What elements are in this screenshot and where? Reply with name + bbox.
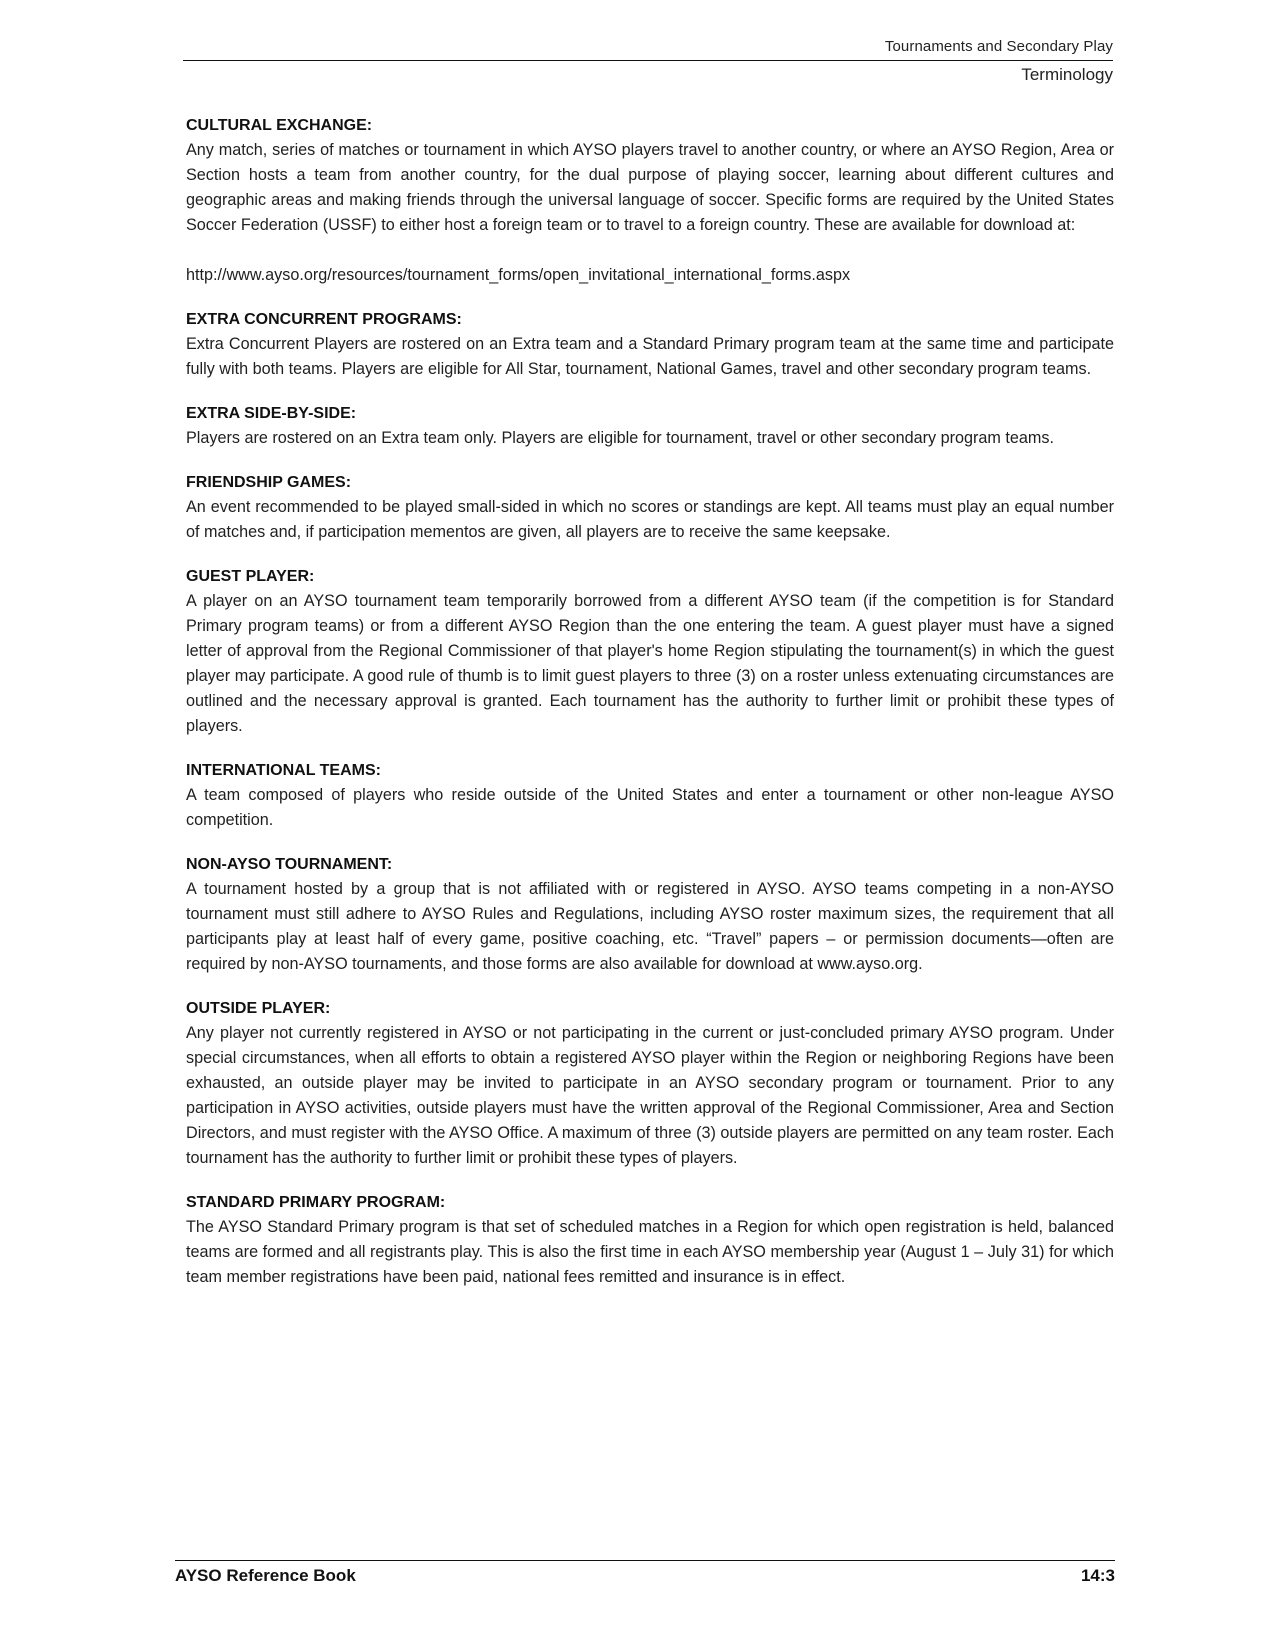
paragraph-gap bbox=[186, 238, 1114, 263]
term-heading: CULTURAL EXCHANGE: bbox=[186, 117, 373, 134]
term-definition: Players are rostered on an Extra team only. Players are eligible for tournament, travel or other secondary program teams. bbox=[186, 429, 1054, 447]
entry-non-ayso-tournament bbox=[186, 853, 1114, 977]
term-heading: INTERNATIONAL TEAMS: bbox=[186, 762, 381, 779]
entry-outside-player bbox=[186, 997, 1114, 1171]
term-definition: A player on an AYSO tournament team temporarily borrowed from a different AYSO team (if the competition is for Standard Primary program teams) or from a different AYSO Region than the one entering the team. A guest player must have a signed letter of approval from the Regional Commissioner of that player's home Region stipulating the tournament(s) in which the guest player may participate. A good rule of thumb is to limit guest players to three (3) on a roster unless extenuating circumstances are outlined and the necessary approval is granted. Each tournament has the authority to further limit or prohibit these types of players. bbox=[186, 592, 1114, 735]
footer-page-number: 14:3 bbox=[1080, 1566, 1115, 1585]
entry-guest-player bbox=[186, 565, 1114, 739]
header-divider bbox=[183, 60, 1113, 61]
term-definition: Extra Concurrent Players are rostered on an Extra team and a Standard Primary program team at the same time and participate fully with both teams. Players are eligible for All Star, tournament, National Games, travel and other secondary program teams. bbox=[186, 335, 1114, 378]
term-definition: The AYSO Standard Primary program is that set of scheduled matches in a Region for which open registration is held, balanced teams are formed and all registrants play. This is also the first time in each AYSO membership year (August 1 – July 31) for which team member registrations have been paid, national fees remitted and insurance is in effect. bbox=[186, 1218, 1114, 1286]
forms-download-link[interactable]: http://www.ayso.org/resources/tournament_forms/open_invitational_international_forms.aspx bbox=[186, 266, 851, 284]
term-heading: EXTRA CONCURRENT PROGRAMS: bbox=[186, 311, 462, 328]
term-heading: EXTRA SIDE-BY-SIDE: bbox=[186, 405, 357, 422]
term-heading: STANDARD PRIMARY PROGRAM: bbox=[186, 1194, 446, 1211]
header-chapter-title: Tournaments and Secondary Play bbox=[884, 38, 1113, 55]
term-definition: A team composed of players who reside outside of the United States and enter a tournament or other non-league AYSO competition. bbox=[186, 786, 1114, 829]
page-header bbox=[183, 36, 1113, 96]
term-heading: OUTSIDE PLAYER: bbox=[186, 1000, 331, 1017]
term-definition: Any match, series of matches or tournament in which AYSO players travel to another country, or where an AYSO Region, Area or Section hosts a team from another country, for the dual purpose of playing soccer, learning about different cultures and geographic areas and making friends through the universal language of soccer. Specific forms are required by the United States Soccer Federation (USSF) to either host a foreign team or to travel to a foreign country. These are available for download at: bbox=[186, 141, 1114, 234]
footer-divider bbox=[175, 1560, 1115, 1561]
entry-standard-primary-program bbox=[186, 1191, 1114, 1290]
entry-international-teams bbox=[186, 759, 1114, 833]
term-definition: Any player not currently registered in AYSO or not participating in the current or just-concluded primary AYSO program. Under special circumstances, when all efforts to obtain a registered AYSO player within the Region or neighboring Regions have been exhausted, an outside player may be invited to participate in an AYSO secondary program or tournament. Prior to any participation in AYSO activities, outside players must have the written approval of the Regional Commissioner, Area and Section Directors, and must register with the AYSO Office. A maximum of three (3) outside players are permitted on any team roster. Each tournament has the authority to further limit or prohibit these types of players. bbox=[186, 1024, 1114, 1167]
term-definition: A tournament hosted by a group that is not affiliated with or registered in AYSO. AYSO teams competing in a non-AYSO tournament must still adhere to AYSO Rules and Regulations, including AYSO roster maximum sizes, the requirement that all participants play at least half of every game, positive coaching, etc. “Travel” papers – or permission documents—often are required by non-AYSO tournaments, and those forms are also available for download at www.ayso.org. bbox=[186, 880, 1114, 973]
term-definition: An event recommended to be played small-sided in which no scores or standings are kept. All teams must play an equal number of matches and, if participation mementos are given, all players are to receive the same keepsake. bbox=[186, 498, 1114, 541]
entry-extra-concurrent-programs bbox=[186, 308, 1114, 382]
page-footer bbox=[175, 1560, 1115, 1600]
entry-friendship-games bbox=[186, 471, 1114, 545]
term-heading: GUEST PLAYER: bbox=[186, 568, 315, 585]
entry-cultural-exchange bbox=[186, 114, 1114, 288]
term-heading: NON-AYSO TOURNAMENT: bbox=[186, 856, 393, 873]
terminology-list bbox=[186, 114, 1114, 1310]
term-heading: FRIENDSHIP GAMES: bbox=[186, 474, 352, 491]
entry-extra-side-by-side bbox=[186, 402, 1114, 451]
footer-book-title: AYSO Reference Book bbox=[175, 1566, 356, 1585]
header-section-title: Terminology bbox=[1021, 65, 1113, 84]
